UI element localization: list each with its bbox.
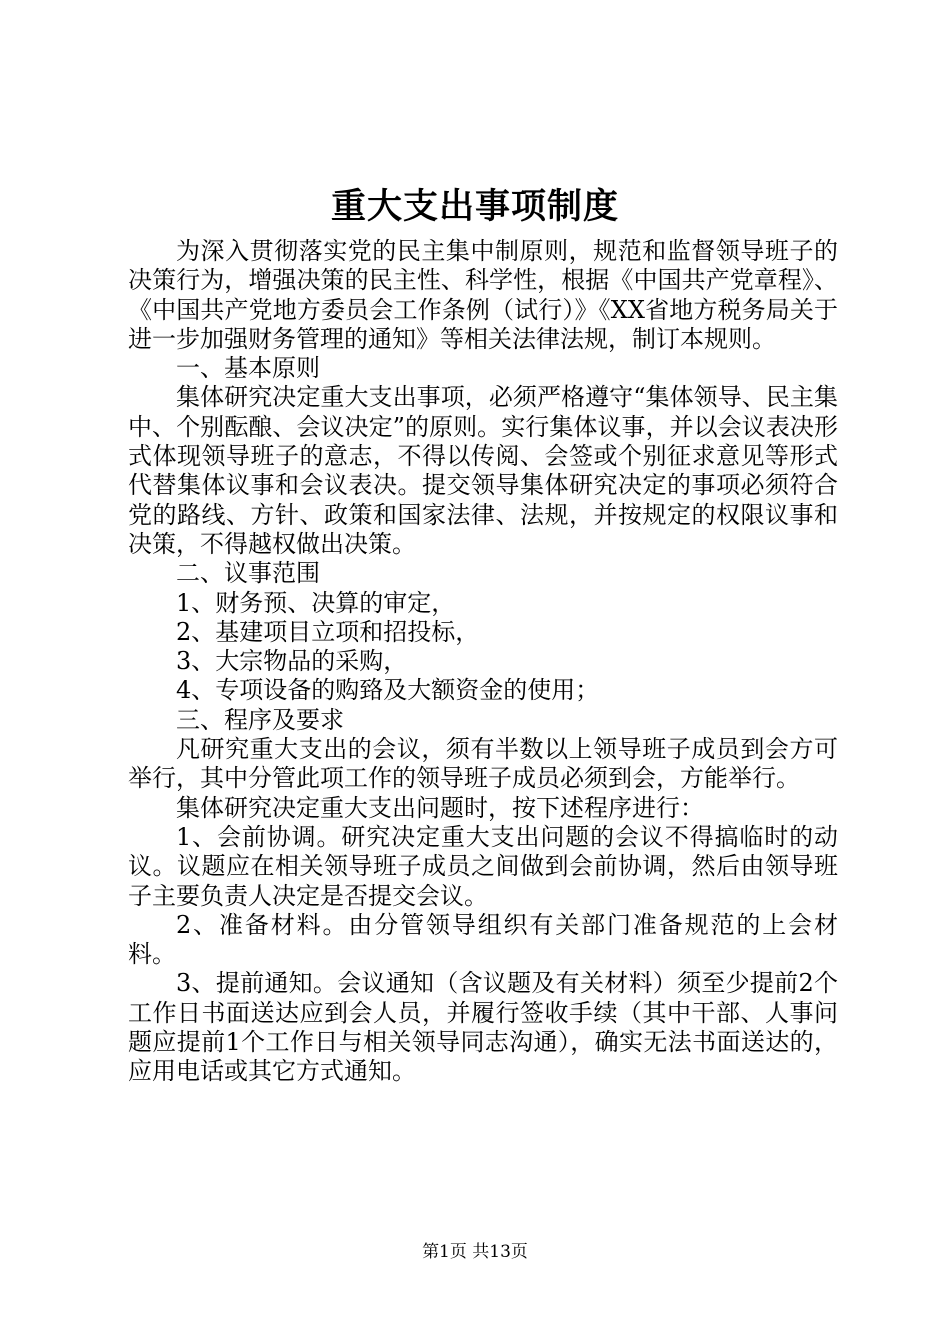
list-item-procedure-3: 3、提前通知。会议通知（含议题及有关材料）须至少提前2个工作日书面送达应到会人员，并履行签收手续（其中干部、人事问题应提前1个工作日与相关领导同志沟通），确实无法书面送达的，应用电话或其它方式通知。 (128, 969, 838, 1086)
paragraph-quorum: 凡研究重大支出的会议，须有半数以上领导班子成员到会方可举行，其中分管此项工作的领导班子成员必须到会，方能举行。 (128, 735, 838, 793)
paragraph-intro: 为深入贯彻落实党的民主集中制原则，规范和监督领导班子的决策行为，增强决策的民主性、科学性，根据《中国共产党章程》、《中国共产党地方委员会工作条例（试行）》《XX省地方税务局关于进一步加强财务管理的通知》等相关法律法规，制订本规则。 (128, 237, 838, 353)
list-item-scope-4: 4、专项设备的购臵及大额资金的使用； (176, 676, 600, 705)
list-item-scope-1: 1、财务预、决算的审定， (176, 588, 456, 617)
list-item-procedure-1: 1、会前协调。研究决定重大支出问题的会议不得搞临时的动议。议题应在相关领导班子成员之间做到会前协调，然后由领导班子主要负责人决定是否提交会议。 (128, 822, 838, 910)
list-item-scope-2: 2、基建项目立项和招投标， (176, 617, 480, 646)
paragraph-basic-principles: 集体研究决定重大支出事项，必须严格遵守“集体领导、民主集中、个别酝酿、会议决定”的原则。实行集体议事，并以会议表决形式体现领导班子的意志，不得以传阅、会签或个别征求意见等形式代替集体议事和会议表决。提交领导集体研究决定的事项必须符合党的路线、方针、政策和国家法律、法规，并按规定的权限议事和决策，不得越权做出决策。 (128, 383, 838, 558)
section-heading-basic-principles: 一、基本原则 (176, 354, 320, 383)
page-title: 重大支出事项制度 (330, 186, 619, 227)
section-heading-scope: 二、议事范围 (176, 559, 320, 588)
paragraph-procedure-intro: 集体研究决定重大支出问题时，按下述程序进行： (176, 793, 704, 822)
list-item-procedure-2: 2、准备材料。由分管领导组织有关部门准备规范的上会材料。 (128, 910, 838, 969)
document-body (128, 237, 838, 1087)
section-heading-procedure: 三、程序及要求 (176, 705, 344, 734)
list-item-scope-3: 3、大宗物品的采购， (176, 647, 408, 676)
page-number-footer: 第1页 共13页 (422, 1242, 528, 1262)
